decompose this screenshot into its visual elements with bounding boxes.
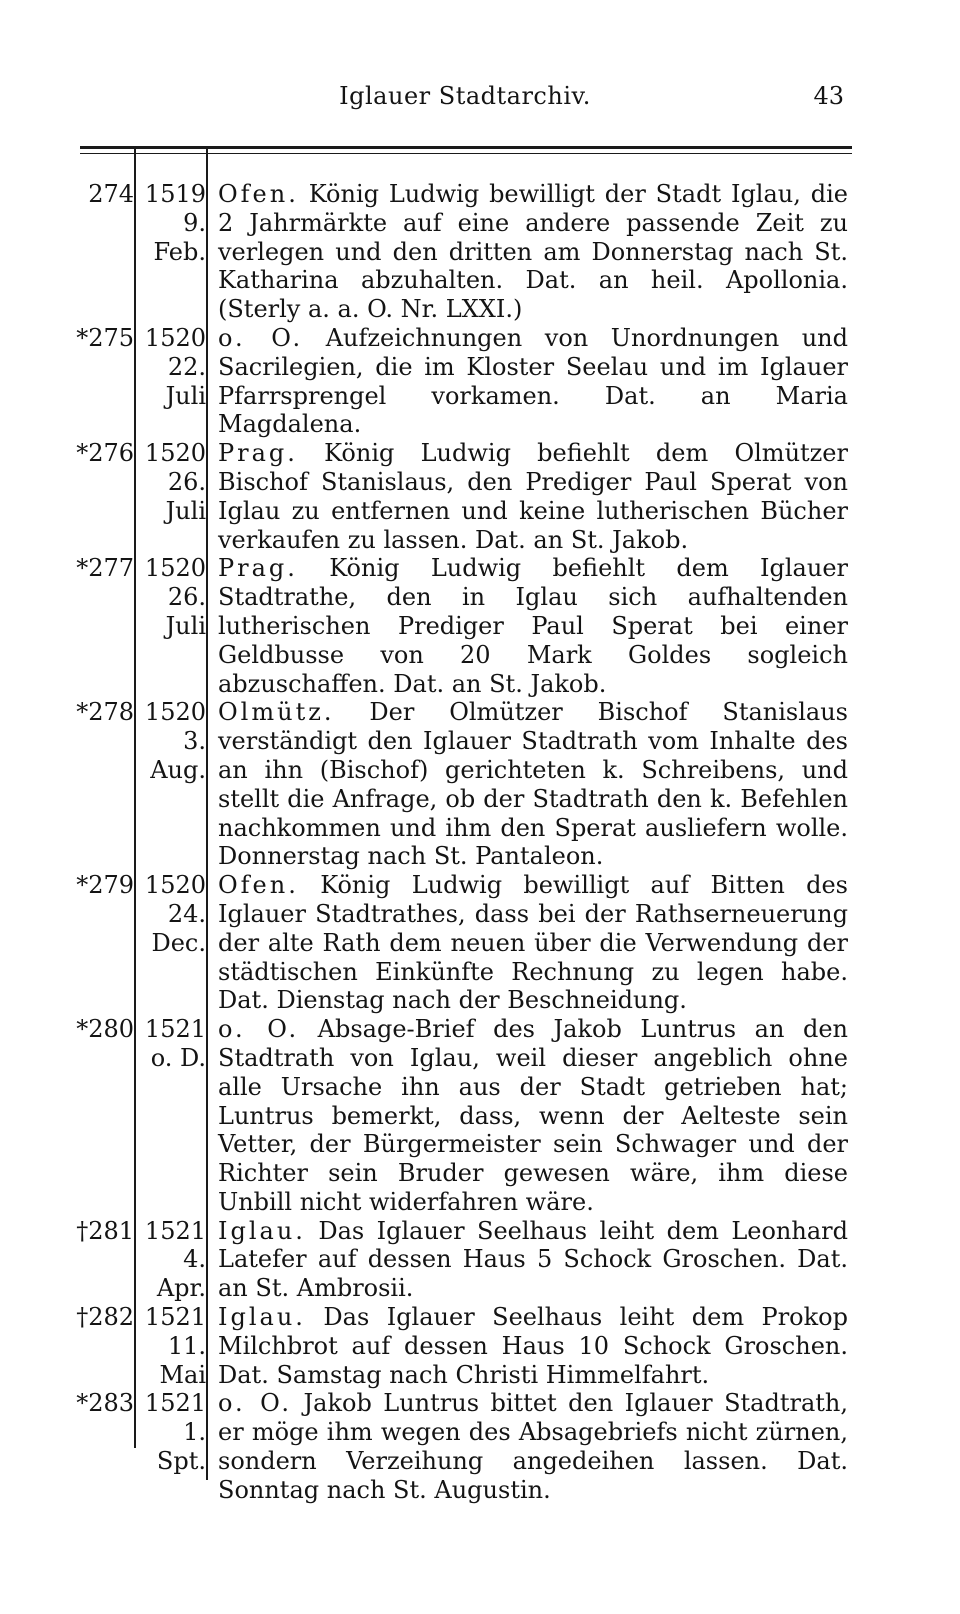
entry-date-line: 1520 [144,439,206,468]
entry-date-line: o. D. [150,1043,206,1072]
register-entry [70,554,860,698]
entry-date-line: 24. [167,899,206,928]
entry-body: Aufzeichnungen von Unordnungen und Sacrilegien, die im Kloster Seelau und im Iglauer Pfarrsprengel vorkamen. Dat. an Maria Magdalena. [218,323,848,439]
entry-place: o. O. [218,1389,293,1418]
entry-date-line: 1. [183,1418,206,1447]
entry-place: o. O. [218,323,304,352]
entry-date-line: 26. [167,583,206,612]
entry-body: König Ludwig bewilligt der Stadt Iglau, die 2 Jahrmärkte auf eine andere passende Zeit zu verlegen und den dritten am Donnerstag nach St. Katharina abzuhalten. Dat. an heil. Apollonia. (Sterly a. a. O. Nr. LXXI.) [218,180,848,324]
entry-place: Prag. [218,554,298,583]
entry-body: Der Olmützer Bischof Stanislaus verständigt den Iglauer Stadtrath vom Inhalte des an ihn (Bischof) gerichteten k. Schreibens, und stellt die Anfrage, ob der Stadtrath den k. Befehlen nachkommen und ihm den Sperat ausliefern wolle. Donnerstag nach St. Pantaleon. [218,698,848,871]
entry-date [134,1389,208,1504]
entry-date-line: Aug. [150,755,206,784]
register-entry [70,871,860,1015]
register-entry [70,439,860,554]
entry-place: Prag. [218,439,298,468]
entry-date-line: 26. [167,467,206,496]
entry-date-line: 1521 [144,1015,206,1044]
entry-place: Olmütz. [218,698,335,727]
register-entry [70,1015,860,1217]
entry-date-line: 3. [183,727,206,756]
entry-number: *275 [76,323,134,352]
entry-date-line: 9. [183,208,206,237]
entry-number: †282 [76,1303,134,1332]
entry-date-line: Apr. [156,1274,206,1303]
header-rule-thin [80,153,852,154]
page-header [80,82,850,118]
entry-date [134,1015,208,1217]
entry-number: †281 [76,1216,134,1245]
entry-text [218,554,860,698]
register-entry [70,1389,860,1504]
entry-number: *278 [76,698,134,727]
entry-date [134,698,208,871]
entry-date-line: 1519 [144,180,206,208]
entry-date-line: 1520 [144,698,206,727]
page-number: 43 [813,82,844,110]
entry-date [134,1303,208,1389]
entry-text [218,1015,860,1217]
header-rule-thick [80,146,852,149]
entry-text [218,1389,860,1504]
entry-place: o. O. [218,1015,300,1044]
entry-date [134,1217,208,1303]
entry-date-line: 1520 [144,323,206,352]
entry-body: Das Iglauer Seelhaus leiht dem Leonhard Latefer auf dessen Haus 5 Schock Groschen. Dat. an St. Ambrosii. [218,1216,848,1303]
entry-date [134,554,208,698]
entry-number: 274 [88,180,134,208]
entry-body: Absage-Brief des Jakob Luntrus an den Stadtrath von Iglau, weil dieser angeblich ohne alle Ursache ihn aus der Stadt getrieben hat; Luntrus bemerkt, dass, wenn der Aelteste sein Vetter, der Bürgermeister sein Schwager und der Richter sein Bruder gewesen wäre, ihm diese Unbill nicht widerfahren wäre. [218,1015,848,1216]
entry-date-line: Juli [165,496,206,525]
entry-date-line: Juli [165,611,206,640]
entry-date-line: 1520 [144,871,206,900]
entry-date-line: 1521 [144,1216,206,1245]
entry-text [218,180,860,324]
register-entry [70,1217,860,1303]
entry-date-line: 1520 [144,554,206,583]
entry-date [134,439,208,554]
register-entry [70,324,860,439]
entry-number: *283 [76,1389,134,1418]
entry-text [218,698,860,871]
entry-place: Iglau. [218,1303,306,1332]
entry-place: Iglau. [218,1216,306,1245]
entry-body: König Ludwig bewilligt auf Bitten des Iglauer Stadtrathes, dass bei der Rathserneuerung der alte Rath dem neuen über die Verwendung der städtischen Einkünfte Rechnung zu legen habe. Dat. Dienstag nach der Beschneidung. [218,871,848,1015]
entry-text [218,1217,860,1303]
entry-body: König Ludwig befiehlt dem Olmützer Bischof Stanislaus, den Prediger Paul Sperat von Iglau zu entfernen und keine lutherischen Bücher verkaufen zu lassen. Dat. an St. Jakob. [218,439,848,554]
entry-place: Ofen. [218,871,299,900]
register-entry [70,698,860,871]
entry-date-line: 22. [167,352,206,381]
entry-date-line: 4. [183,1245,206,1274]
entry-text [218,871,860,1015]
entry-date-line: 1521 [144,1303,206,1332]
entry-date-line: 11. [167,1331,206,1360]
entry-text [218,324,860,439]
entry-date-line: Spt. [156,1447,206,1476]
register-entry [70,1303,860,1389]
entry-body: Jakob Luntrus bittet den Iglauer Stadtrath, er möge ihm wegen des Absagebriefs nicht zürnen, sondern Verzeihung angedeihen lassen. Dat. Sonntag nach St. Augustin. [218,1389,848,1504]
entry-date-line: Feb. [153,237,206,266]
entry-date-line: 1521 [144,1389,206,1418]
entry-date-line: Dec. [151,928,206,957]
entry-text [218,1303,860,1389]
entry-number: *280 [76,1015,134,1044]
register-entries [70,180,860,1505]
entry-date-line: Mai [159,1360,206,1389]
entry-place: Ofen. [218,180,299,208]
running-title: Iglauer Stadtarchiv. [339,82,591,110]
entry-number: *276 [76,439,134,468]
entry-date [134,871,208,1015]
entry-number: *277 [76,554,134,583]
entry-date [134,324,208,439]
entry-number: *279 [76,871,134,900]
entry-body: König Ludwig befiehlt dem Iglauer Stadtrathe, den in Iglau sich aufhaltenden lutherischen Prediger Paul Sperat bei einer Geldbusse von 20 Mark Goldes sogleich abzuschaffen. Dat. an St. Jakob. [218,554,848,698]
entry-date [134,180,208,324]
entry-body: Das Iglauer Seelhaus leiht dem Prokop Milchbrot auf dessen Haus 10 Schock Groschen. Dat. Samstag nach Christi Himmelfahrt. [218,1303,848,1389]
entry-date-line: Juli [165,381,206,410]
entry-text [218,439,860,554]
register-entry [70,180,860,324]
